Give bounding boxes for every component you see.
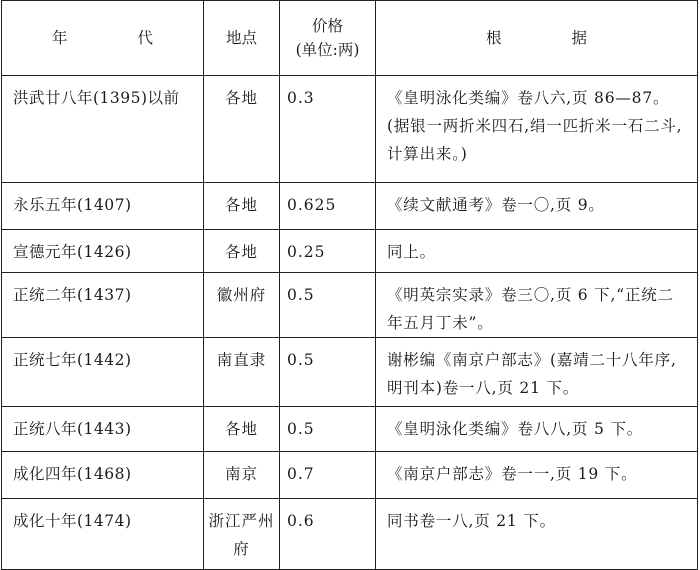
cell-place: 各地 [204, 183, 280, 230]
cell-era: 宣德元年(1426) [2, 230, 204, 273]
header-source: 根据 [376, 1, 698, 76]
cell-era: 洪武廿八年(1395)以前 [2, 76, 204, 183]
table-row [2, 230, 698, 273]
table-row [2, 76, 698, 183]
cell-price: 0.625 [280, 183, 376, 230]
table-row [2, 499, 698, 570]
cell-place: 各地 [204, 76, 280, 183]
cell-source: 《皇明泳化类编》卷八六,页 86—87。(据银一两折米四石,绢一匹折米一石二斗,计算出来。) [376, 76, 698, 183]
header-place: 地点 [204, 1, 280, 76]
cell-place: 各地 [204, 230, 280, 273]
header-era: 年代 [2, 1, 204, 76]
cell-price: 0.25 [280, 230, 376, 273]
cell-price: 0.6 [280, 499, 376, 570]
header-price-label: 价格 [311, 17, 343, 35]
cell-place: 南京 [204, 452, 280, 499]
cell-place: 浙江严州府 [204, 499, 280, 570]
table-row [2, 183, 698, 230]
cell-price: 0.5 [280, 407, 376, 452]
cell-price: 0.7 [280, 452, 376, 499]
cell-era: 成化四年(1468) [2, 452, 204, 499]
cell-era: 永乐五年(1407) [2, 183, 204, 230]
cell-place: 各地 [204, 407, 280, 452]
table-row [2, 407, 698, 452]
cell-price: 0.5 [280, 273, 376, 338]
cell-source: 《皇明泳化类编》卷八八,页 5 下。 [376, 407, 698, 452]
cell-era: 正统八年(1443) [2, 407, 204, 452]
table-row [2, 273, 698, 338]
cell-source: 同书卷一八,页 21 下。 [376, 499, 698, 570]
cell-source: 《明英宗实录》卷三〇,页 6 下,“正统二年五月丁未”。 [376, 273, 698, 338]
header-price-unit: (单位:两) [295, 41, 360, 59]
cell-era: 正统二年(1437) [2, 273, 204, 338]
table-row [2, 338, 698, 407]
cell-place: 南直隶 [204, 338, 280, 407]
table-header-row [2, 1, 698, 76]
cell-source: 《续文献通考》卷一〇,页 9。 [376, 183, 698, 230]
cell-price: 0.5 [280, 338, 376, 407]
cell-source: 《南京户部志》卷一一,页 19 下。 [376, 452, 698, 499]
cell-price: 0.3 [280, 76, 376, 183]
silk-price-table [1, 0, 698, 570]
cell-source: 同上。 [376, 230, 698, 273]
cell-place: 徽州府 [204, 273, 280, 338]
table-row [2, 452, 698, 499]
cell-era: 成化十年(1474) [2, 499, 204, 570]
cell-era: 正统七年(1442) [2, 338, 204, 407]
cell-source: 谢彬编《南京户部志》(嘉靖二十八年序,明刊本)卷一八,页 21 下。 [376, 338, 698, 407]
header-price [280, 1, 376, 76]
